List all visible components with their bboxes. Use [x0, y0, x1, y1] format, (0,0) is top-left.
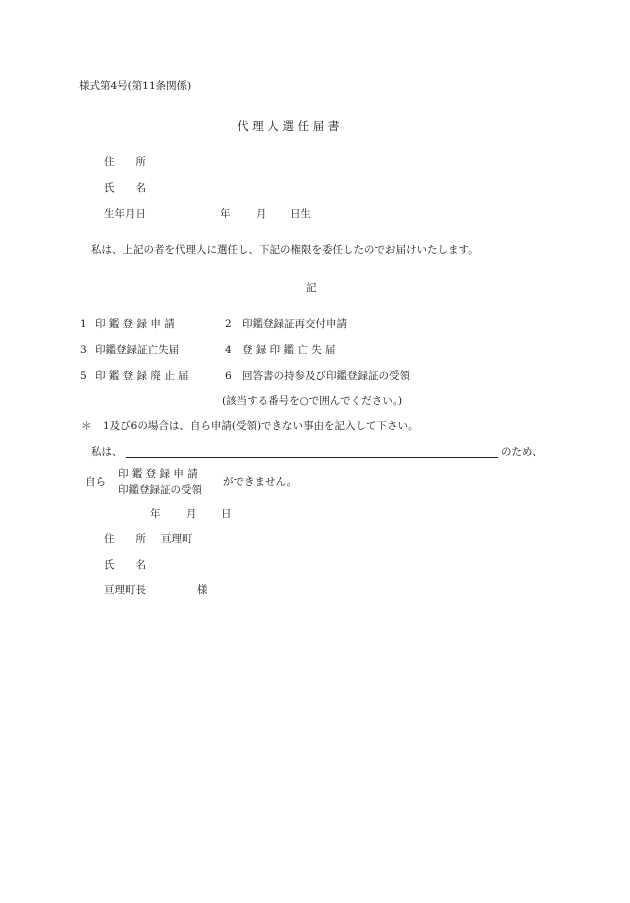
agent-dob-month: 月: [256, 208, 267, 220]
item-number: 2: [225, 318, 232, 330]
applicant-name-label: 氏 名: [104, 559, 146, 571]
reason-instruction: 1及び6の場合は、自ら申請(受領)できない事由を記入して下さい。: [103, 420, 419, 432]
agent-address-label: 住 所: [104, 156, 146, 168]
item-number: 6: [225, 370, 232, 382]
recipient-label: 亘理町長: [104, 584, 146, 596]
agent-dob-year: 年: [220, 208, 231, 220]
reason-blank-line[interactable]: [126, 457, 498, 458]
ki-heading: 記: [306, 282, 317, 294]
date-month: 月: [186, 508, 197, 520]
self-prefix: 自ら: [85, 476, 106, 488]
declaration-text: 私は、上記の者を代理人に選任し、下記の権限を委任したのでお届けいたします。: [91, 244, 479, 256]
reason-prefix: 私は、: [91, 446, 123, 458]
item-label: 登 録 印 鑑 亡 失 届: [242, 344, 336, 356]
item-label: 印 鑑 登 録 廃 止 届: [95, 370, 189, 382]
item-label: 印鑑登録証亡失届: [95, 344, 179, 356]
item-label: 回答書の持参及び印鑑登録証の受領: [242, 370, 410, 382]
asterisk-mark: ＊: [81, 420, 92, 432]
applicant-address-value: 亘理町: [161, 533, 193, 545]
date-year: 年: [150, 508, 161, 520]
applicant-address-label: 住 所: [104, 533, 146, 545]
circle-instruction: (該当する番号を○で囲んでください。): [222, 395, 403, 407]
form-number: 様式第4号(第11条関係): [79, 80, 192, 92]
item-label: 印鑑登録証再交付申請: [242, 318, 347, 330]
item-number: 1: [80, 318, 87, 330]
item-number: 5: [80, 370, 87, 382]
self-option-receipt: 印鑑登録証の受領: [118, 484, 202, 496]
agent-dob-label: 生年月日: [104, 208, 146, 220]
document-title: 代 理 人 選 任 届 書: [237, 119, 340, 133]
self-suffix: ができません。: [223, 476, 298, 488]
agent-name-label: 氏 名: [104, 182, 146, 194]
item-number: 4: [225, 344, 232, 356]
date-day: 日: [221, 508, 232, 520]
reason-suffix: のため、: [501, 446, 543, 458]
self-option-registration: 印 鑑 登 録 申 請: [118, 468, 198, 480]
agent-dob-day: 日生: [290, 208, 311, 220]
recipient-honorific: 様: [197, 584, 208, 596]
item-number: 3: [80, 344, 87, 356]
item-label: 印 鑑 登 録 申 請: [95, 318, 175, 330]
